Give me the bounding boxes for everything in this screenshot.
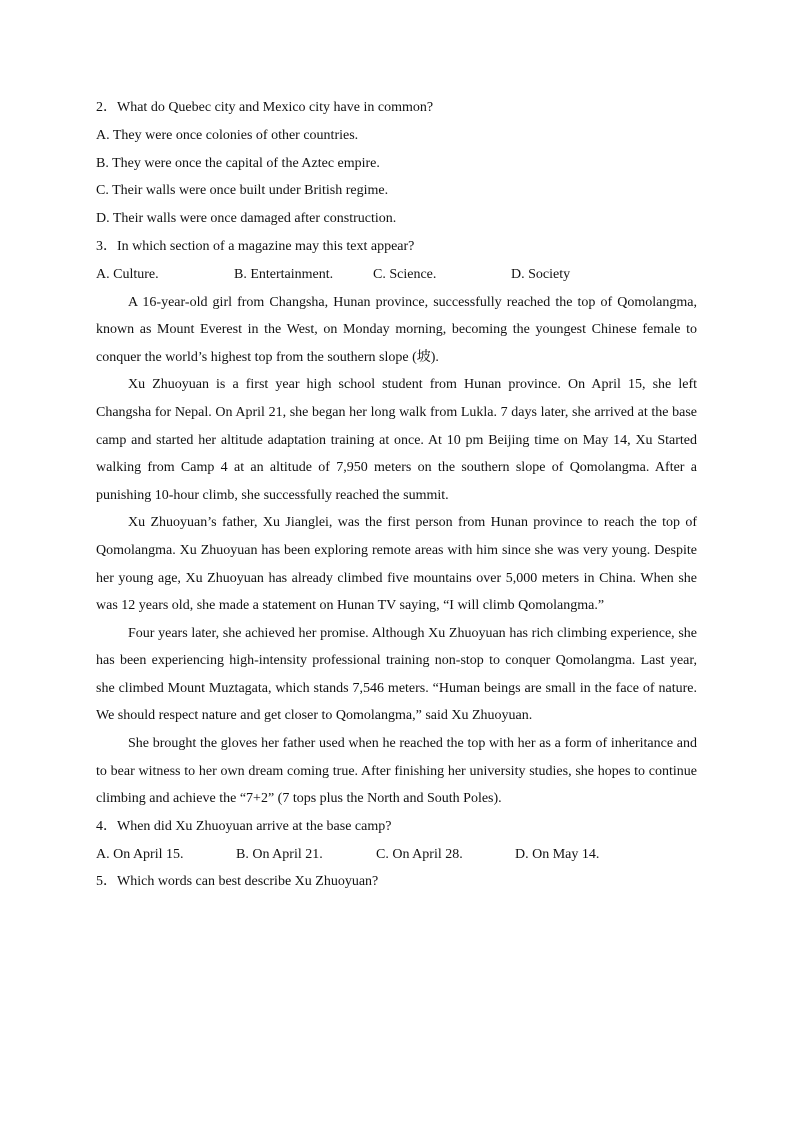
passage-paragraph-4: Four years later, she achieved her promise. Although Xu Zhuoyuan has rich climbing experience, she has been experiencing high-intensity professional training non-stop to conquer Qomolangma. Last year, she climbed Mount Muztagata, which stands 7,546 meters. “Human beings are small in the face of nature. We should respect nature and get closer to Qomolangma,” said Xu Zhuoyuan. (96, 625, 697, 724)
exam-page (96, 94, 697, 896)
reading-passage (96, 289, 697, 813)
question-2-option-b: B. They were once the capital of the Aztec empire. (96, 155, 380, 171)
question-4-option-b: B. On April 21. (236, 846, 323, 862)
question-3-option-c: C. Science. (373, 266, 437, 282)
question-3-option-d: D. Society (511, 266, 571, 282)
question-5-stem: 5．Which words can best describe Xu Zhuoyuan? (96, 874, 379, 890)
question-2-stem: 2．What do Quebec city and Mexico city have in common? (96, 100, 434, 115)
question-4-option-d: D. On May 14. (515, 846, 600, 862)
question-2-option-d: D. Their walls were once damaged after construction. (96, 211, 397, 227)
question-4-option-c: C. On April 28. (376, 846, 463, 862)
passage-paragraph-3: Xu Zhuoyuan’s father, Xu Jianglei, was the first person from Hunan province to reach the top of Qomolangma. Xu Zhuoyuan has been exploring remote areas with him since she was very young. Despite her young age, Xu Zhuoyuan has already climbed five mountains over 5,000 meters in China. When she was 12 years old, she made a statement on Hunan TV saying, “I will climb Qomolangma.” (96, 515, 697, 614)
question-4-stem: 4．When did Xu Zhuoyuan arrive at the base camp? (96, 818, 392, 834)
passage-paragraph-2: Xu Zhuoyuan is a first year high school student from Hunan province. On April 15, she left Changsha for Nepal. On April 21, she began her long walk from Lukla. 7 days later, she arrived at the base camp and started her altitude adaptation training at once. At 10 pm Beijing time on May 14, Xu Started walking from Camp 4 at an altitude of 7,950 meters on the southern slope of Qomolangma. After a punishing 10-hour climb, she successfully reached the summit. (96, 377, 697, 503)
question-3-option-b: B. Entertainment. (234, 266, 334, 282)
question-4-option-a: A. On April 15. (96, 846, 184, 862)
passage-paragraph-5: She brought the gloves her father used when he reached the top with her as a form of inheritance and to bear witness to her own dream coming true. After finishing her university studies, she hopes to continue climbing and achieve the “7+2” (7 tops plus the North and South Poles). (96, 736, 697, 807)
question-3-stem: 3．In which section of a magazine may this text appear? (96, 238, 415, 254)
question-2-option-c: C. Their walls were once built under British regime. (96, 183, 389, 199)
question-3-option-a: A. Culture. (96, 266, 159, 282)
question-3-options (96, 261, 697, 289)
question-4-options (96, 841, 697, 869)
question-2-option-a: A. They were once colonies of other countries. (96, 127, 359, 143)
passage-paragraph-1: A 16-year-old girl from Changsha, Hunan province, successfully reached the top of Qomolangma, known as Mount Everest in the West, on Monday morning, becoming the youngest Chinese female to conquer the world’s highest top from the southern slope (坡). (96, 294, 697, 365)
